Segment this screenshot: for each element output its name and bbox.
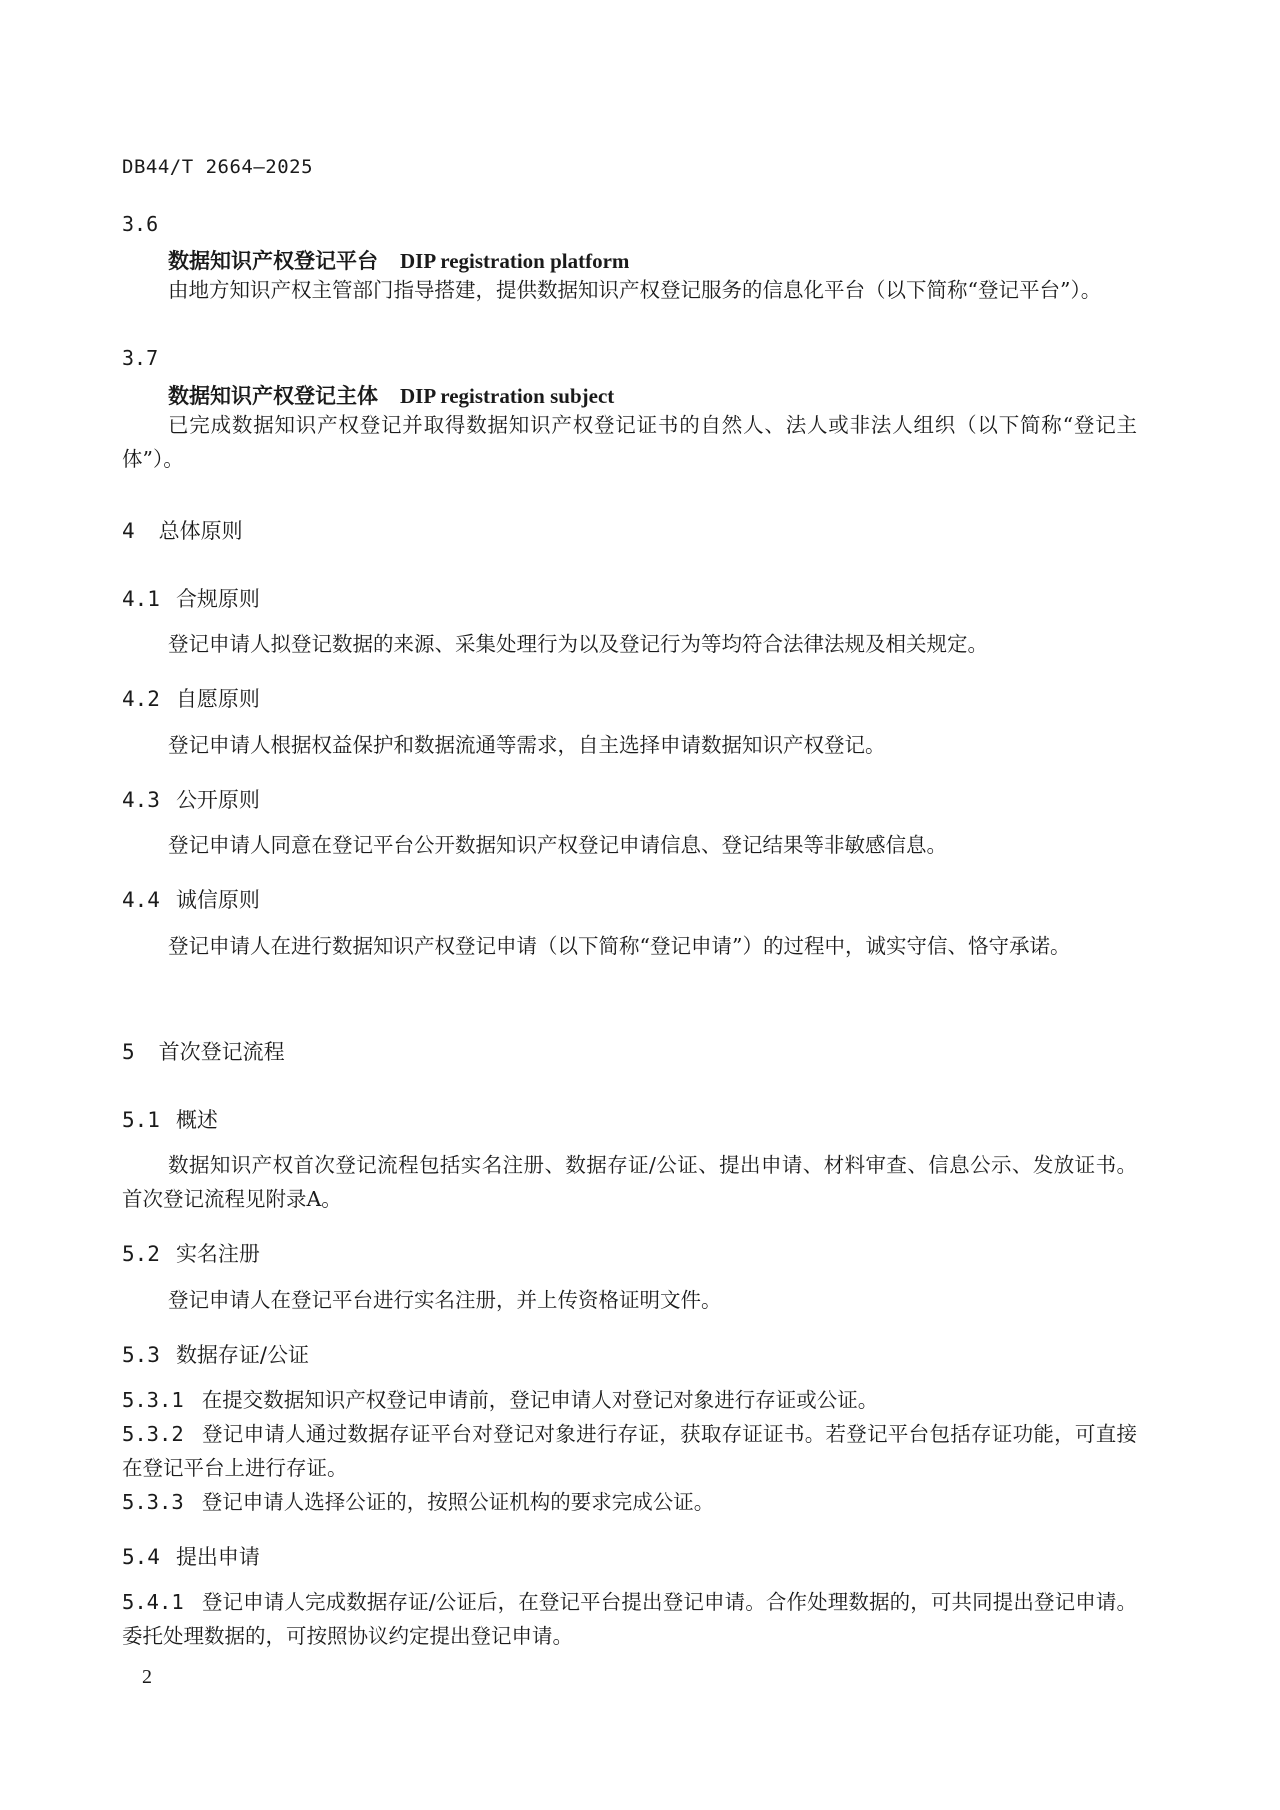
clause-number: 5.3.3 bbox=[122, 1490, 184, 1514]
clause-text: 登记申请人完成数据存证/公证后，在登记平台提出登记申请。合作处理数据的，可共同提出登记申请。委托处理数据的，可按照协议约定提出登记申请。 bbox=[122, 1590, 1137, 1648]
clause-text: 登记申请人通过数据存证平台对登记对象进行存证，获取存证证书。若登记平台包括存证功能，可直接在登记平台上进行存证。 bbox=[122, 1422, 1137, 1480]
subsection-title: 概述 bbox=[175, 1108, 218, 1132]
subsection-number: 5.3 bbox=[122, 1343, 160, 1367]
subsection-heading bbox=[122, 1238, 260, 1268]
term-zh: 数据知识产权登记平台 bbox=[168, 249, 378, 273]
paragraph: 登记申请人在登记平台进行实名注册，并上传资格证明文件。 bbox=[168, 1288, 722, 1312]
subsection-number: 5.2 bbox=[122, 1242, 160, 1266]
term-heading bbox=[168, 380, 614, 410]
subsection-number: 4.4 bbox=[122, 888, 160, 912]
term-zh: 数据知识产权登记主体 bbox=[168, 384, 378, 408]
term-definition: 由地方知识产权主管部门指导搭建，提供数据知识产权登记服务的信息化平台（以下简称“登记平台”）。 bbox=[168, 278, 1102, 302]
subsection-heading bbox=[122, 583, 260, 613]
subsection-title: 公开原则 bbox=[175, 788, 260, 812]
term-en: DIP registration platform bbox=[400, 249, 630, 273]
document-id: DB44/T 2664—2025 bbox=[122, 156, 314, 178]
clause-text: 登记申请人选择公证的，按照公证机构的要求完成公证。 bbox=[201, 1490, 715, 1514]
subsection-heading bbox=[122, 784, 260, 814]
term-number: 3.6 bbox=[122, 212, 159, 236]
subsection-number: 5.4 bbox=[122, 1545, 160, 1569]
clause bbox=[122, 1383, 1137, 1417]
subsection-heading bbox=[122, 683, 260, 713]
paragraph: 登记申请人同意在登记平台公开数据知识产权登记申请信息、登记结果等非敏感信息。 bbox=[168, 833, 947, 857]
subsection-title: 提出申请 bbox=[175, 1545, 260, 1569]
subsection-number: 5.1 bbox=[122, 1108, 160, 1132]
subsection-number: 4.1 bbox=[122, 587, 160, 611]
term-en: DIP registration subject bbox=[400, 384, 615, 408]
clause bbox=[122, 1417, 1137, 1485]
clause-number: 5.4.1 bbox=[122, 1590, 184, 1614]
page-number: 2 bbox=[142, 1666, 152, 1688]
clause bbox=[122, 1485, 1137, 1519]
paragraph: 登记申请人在进行数据知识产权登记申请（以下简称“登记申请”）的过程中，诚实守信、恪守承诺。 bbox=[168, 934, 1071, 958]
subsection-number: 4.3 bbox=[122, 788, 160, 812]
subsection-number: 4.2 bbox=[122, 687, 160, 711]
clause bbox=[122, 1585, 1137, 1653]
subsection-heading bbox=[122, 884, 260, 914]
term-number: 3.7 bbox=[122, 346, 159, 370]
subsection-heading bbox=[122, 1541, 260, 1571]
subsection-title: 实名注册 bbox=[175, 1242, 260, 1266]
subsection-title: 合规原则 bbox=[175, 587, 260, 611]
section-heading bbox=[122, 1036, 285, 1066]
term-definition: 已完成数据知识产权登记并取得数据知识产权登记证书的自然人、法人或非法人组织（以下简称“登记主体”）。 bbox=[122, 413, 1137, 471]
subsection-title: 数据存证/公证 bbox=[175, 1343, 310, 1367]
paragraph: 登记申请人根据权益保护和数据流通等需求，自主选择申请数据知识产权登记。 bbox=[168, 733, 886, 757]
paragraph: 数据知识产权首次登记流程包括实名注册、数据存证/公证、提出申请、材料审查、信息公示、发放证书。首次登记流程见附录A。 bbox=[122, 1153, 1137, 1211]
section-heading bbox=[122, 515, 243, 545]
subsection-heading bbox=[122, 1104, 218, 1134]
section-number: 5 bbox=[122, 1040, 135, 1064]
subsection-heading bbox=[122, 1339, 309, 1369]
section-title: 首次登记流程 bbox=[158, 1040, 285, 1064]
term-heading bbox=[168, 245, 629, 275]
clause-text: 在提交数据知识产权登记申请前，登记申请人对登记对象进行存证或公证。 bbox=[201, 1388, 879, 1412]
subsection-title: 诚信原则 bbox=[175, 888, 260, 912]
clause-number: 5.3.2 bbox=[122, 1422, 184, 1446]
section-number: 4 bbox=[122, 519, 135, 543]
section-title: 总体原则 bbox=[158, 519, 243, 543]
paragraph: 登记申请人拟登记数据的来源、采集处理行为以及登记行为等均符合法律法规及相关规定。 bbox=[168, 632, 988, 656]
subsection-title: 自愿原则 bbox=[175, 687, 260, 711]
clause-number: 5.3.1 bbox=[122, 1388, 184, 1412]
